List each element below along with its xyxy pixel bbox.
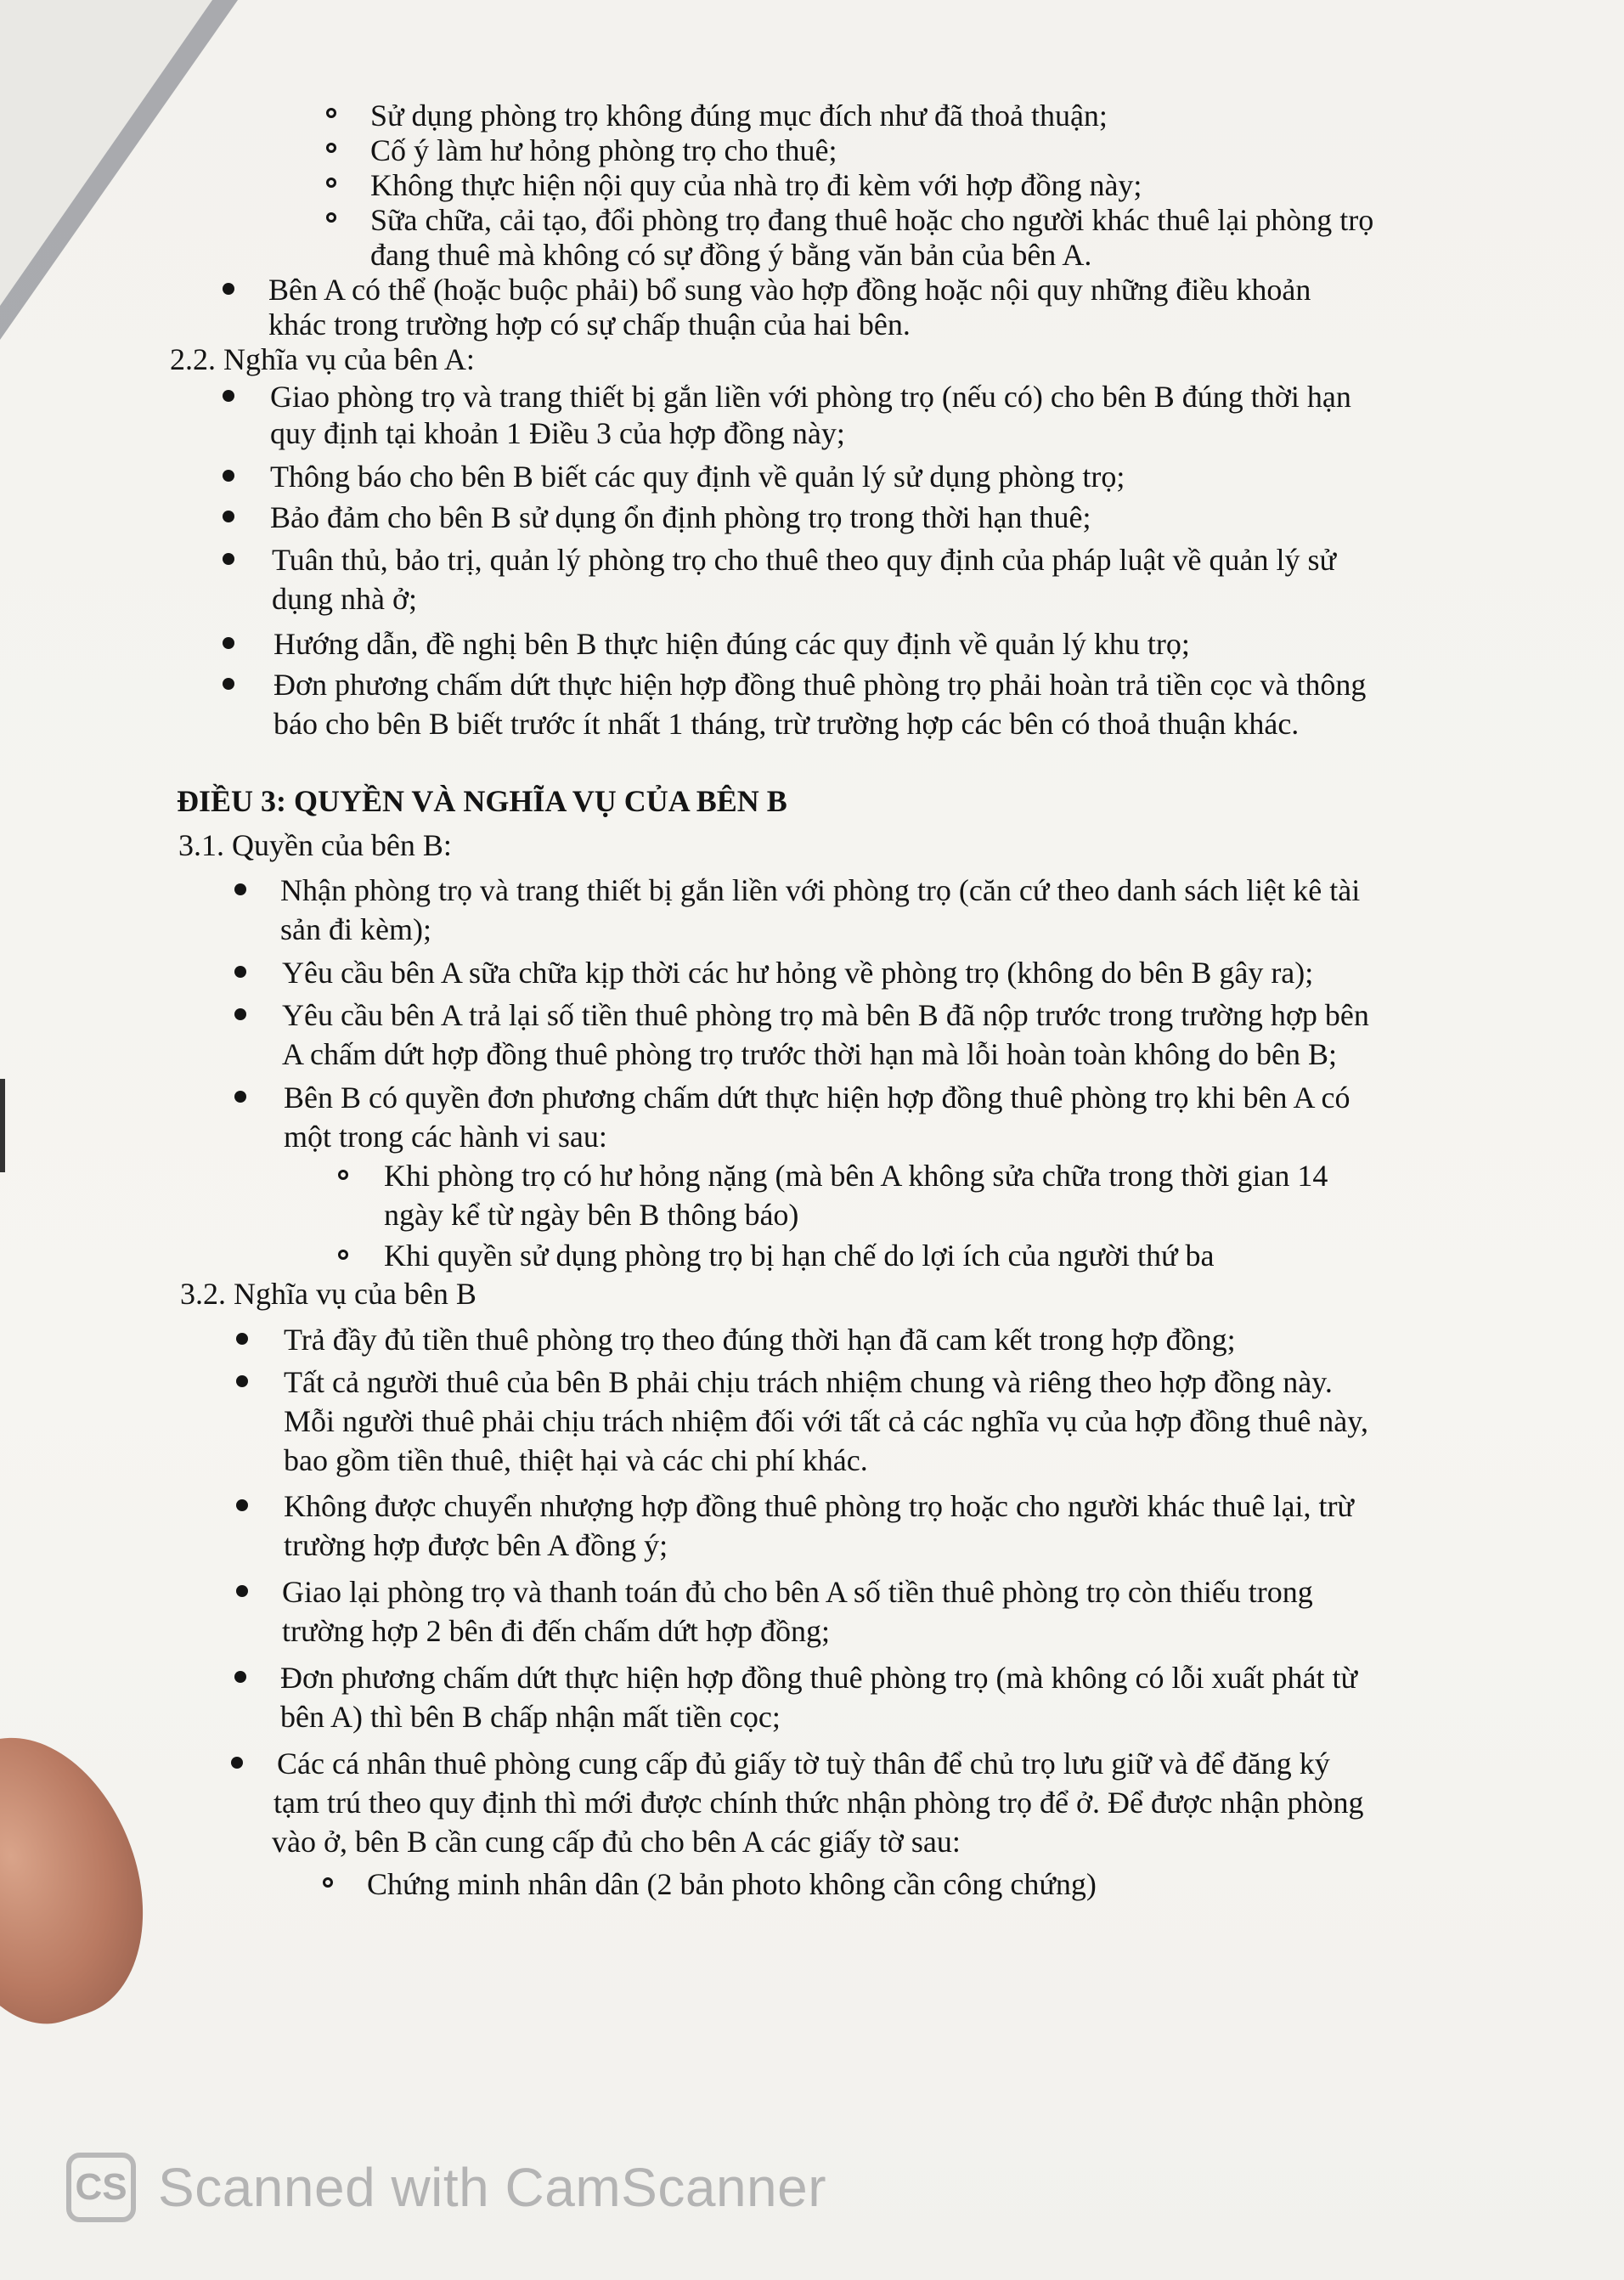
text-line: Sử dụng phòng trọ không đúng mục đích như đã thoả thuận;	[370, 99, 1108, 133]
bullet-icon	[223, 637, 234, 649]
bullet-icon	[234, 966, 246, 978]
sub-bullet-icon	[326, 212, 336, 223]
bullet-icon	[223, 283, 234, 295]
text-line: Yêu cầu bên A sữa chữa kịp thời các hư hỏng về phòng trọ (không do bên B gây ra);	[282, 956, 1314, 990]
text-line: Trả đầy đủ tiền thuê phòng trọ theo đúng thời hạn đã cam kết trong hợp đồng;	[284, 1323, 1236, 1357]
text-line: trường hợp được bên A đồng ý;	[284, 1528, 668, 1562]
text-line: Giao phòng trọ và trang thiết bị gắn liền với phòng trọ (nếu có) cho bên B đúng thời hạn	[270, 380, 1351, 414]
bullet-icon	[234, 1008, 246, 1020]
text-line: Nhận phòng trọ và trang thiết bị gắn liền với phòng trọ (căn cứ theo danh sách liệt kê tài	[280, 873, 1361, 907]
text-line: Khi phòng trọ có hư hỏng nặng (mà bên A không sửa chữa trong thời gian 14	[384, 1159, 1328, 1193]
bullet-icon	[234, 1091, 246, 1103]
bullet-icon	[223, 511, 234, 522]
text-line: đang thuê mà không có sự đồng ý bằng văn bản của bên A.	[370, 238, 1092, 272]
edge-mark	[0, 1079, 5, 1172]
page-fold-corner	[0, 0, 212, 306]
text-line: báo cho bên B biết trước ít nhất 1 tháng, trừ trường hợp các bên có thoả thuận khác.	[273, 707, 1300, 741]
text-line: Tuân thủ, bảo trị, quản lý phòng trọ cho thuê theo quy định của pháp luật về quản lý sử	[272, 543, 1336, 577]
text-line: Đơn phương chấm dứt thực hiện hợp đồng thuê phòng trọ phải hoàn trả tiền cọc và thông	[273, 668, 1367, 702]
text-line: Cố ý làm hư hỏng phòng trọ cho thuê;	[370, 133, 837, 167]
camscanner-watermark	[66, 2149, 826, 2226]
bullet-icon	[231, 1757, 243, 1769]
section-subheading: 3.1. Quyền của bên B:	[178, 828, 452, 862]
bullet-icon	[223, 678, 234, 690]
text-line: Đơn phương chấm dứt thực hiện hợp đồng thuê phòng trọ (mà không có lỗi xuất phát từ	[280, 1661, 1357, 1695]
text-line: Thông báo cho bên B biết các quy định về quản lý sử dụng phòng trọ;	[270, 460, 1125, 494]
sub-bullet-icon	[323, 1877, 333, 1888]
bullet-icon	[223, 390, 234, 402]
sub-bullet-icon	[338, 1170, 348, 1180]
text-line: Bảo đảm cho bên B sử dụng ổn định phòng trọ trong thời hạn thuê;	[270, 500, 1091, 534]
text-line: dụng nhà ở;	[272, 582, 418, 616]
text-line: khác trong trường hợp có sự chấp thuận của hai bên.	[268, 308, 911, 341]
text-line: bao gồm tiền thuê, thiệt hại và các chi phí khác.	[284, 1443, 868, 1477]
text-line: vào ở, bên B cần cung cấp đủ cho bên A các giấy tờ sau:	[272, 1825, 961, 1859]
text-line: quy định tại khoản 1 Điều 3 của hợp đồng này;	[270, 416, 845, 450]
text-line: Hướng dẫn, đề nghị bên B thực hiện đúng các quy định về quản lý khu trọ;	[273, 627, 1190, 661]
text-line: tạm trú theo quy định thì mới được chính thức nhận phòng trọ để ở. Để được nhận phòng	[273, 1786, 1364, 1820]
text-line: Bên B có quyền đơn phương chấm dứt thực hiện hợp đồng thuê phòng trọ khi bên A có	[284, 1081, 1351, 1115]
text-line: Yêu cầu bên A trả lại số tiền thuê phòng trọ mà bên B đã nộp trước trong trường hợp bên	[282, 998, 1369, 1032]
text-line: trường hợp 2 bên đi đến chấm dứt hợp đồng;	[282, 1614, 831, 1648]
sub-bullet-icon	[326, 178, 336, 188]
text-line: Bên A có thể (hoặc buộc phải) bổ sung vào hợp đồng hoặc nội quy những điều khoản	[268, 273, 1311, 307]
text-line: A chấm dứt hợp đồng thuê phòng trọ trước thời hạn mà lỗi hoàn toàn không do bên B;	[282, 1037, 1337, 1071]
camscanner-logo-icon: CS	[66, 2153, 136, 2222]
section-subheading: 3.2. Nghĩa vụ của bên B	[180, 1277, 476, 1311]
bullet-icon	[236, 1499, 248, 1511]
bullet-icon	[223, 470, 234, 482]
watermark-text: Scanned with CamScanner	[158, 2157, 827, 2218]
text-line: sản đi kèm);	[280, 912, 431, 946]
bullet-icon	[234, 883, 246, 895]
text-line: Không thực hiện nội quy của nhà trọ đi kèm với hợp đồng này;	[370, 168, 1142, 202]
text-line: Tất cả người thuê của bên B phải chịu trách nhiệm chung và riêng theo hợp đồng này.	[284, 1365, 1333, 1399]
bullet-icon	[223, 553, 234, 565]
text-line: Các cá nhân thuê phòng cung cấp đủ giấy tờ tuỳ thân để chủ trọ lưu giữ và để đăng ký	[277, 1747, 1330, 1781]
text-line: Không được chuyển nhượng hợp đồng thuê phòng trọ hoặc cho người khác thuê lại, trừ	[284, 1489, 1354, 1523]
bullet-icon	[236, 1585, 248, 1597]
text-line: Sữa chữa, cải tạo, đổi phòng trọ đang thuê hoặc cho người khác thuê lại phòng trọ	[370, 203, 1374, 237]
text-line: một trong các hành vi sau:	[284, 1120, 607, 1154]
bullet-icon	[234, 1671, 246, 1683]
sub-bullet-icon	[326, 108, 336, 118]
sub-bullet-icon	[326, 143, 336, 153]
text-line: Giao lại phòng trọ và thanh toán đủ cho bên A số tiền thuê phòng trọ còn thiếu trong	[282, 1575, 1313, 1609]
article-heading: ĐIỀU 3: QUYỀN VÀ NGHĨA VỤ CỦA BÊN B	[177, 784, 787, 818]
section-subheading: 2.2. Nghĩa vụ của bên A:	[170, 342, 475, 376]
bullet-icon	[236, 1333, 248, 1345]
text-line: Khi quyền sử dụng phòng trọ bị hạn chế do lợi ích của người thứ ba	[384, 1239, 1215, 1273]
text-line: ngày kể từ ngày bên B thông báo)	[384, 1198, 799, 1232]
text-line: bên A) thì bên B chấp nhận mất tiền cọc;	[280, 1700, 781, 1734]
text-line: Mỗi người thuê phải chịu trách nhiệm đối với tất cả các nghĩa vụ của hợp đồng thuê này,	[284, 1404, 1368, 1438]
text-line: Chứng minh nhân dân (2 bản photo không cần công chứng)	[367, 1867, 1097, 1901]
sub-bullet-icon	[338, 1250, 348, 1260]
bullet-icon	[236, 1375, 248, 1387]
